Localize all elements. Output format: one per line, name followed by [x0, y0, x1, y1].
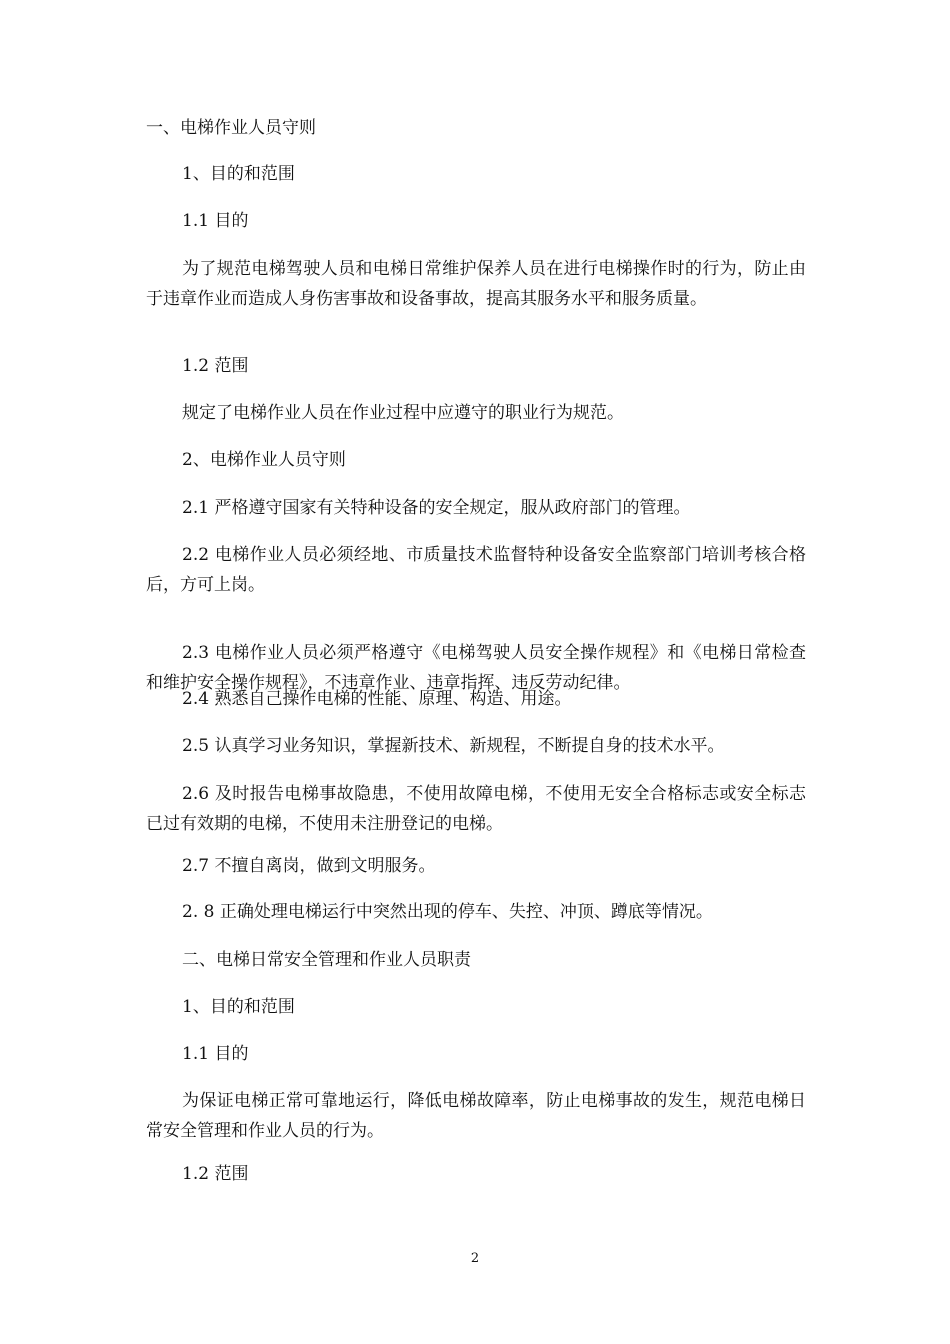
section-heading-1: 一、电梯作业人员守则 [146, 118, 316, 138]
subheading-purpose-2: 1.1 目的 [182, 1044, 249, 1064]
rule-2-7: 2.7 不擅自离岗，做到文明服务。 [182, 856, 436, 876]
rule-2-8: 2. 8 正确处理电梯运行中突然出现的停车、失控、冲顶、蹲底等情况。 [182, 902, 713, 922]
paragraph-purpose-text-2: 为保证电梯正常可靠地运行，降低电梯故障率，防止电梯事故的发生，规范电梯日常安全管理和作业人员的行为。 [146, 1091, 806, 1141]
subheading-purpose: 1.1 目的 [182, 211, 249, 231]
subheading-rules: 2、电梯作业人员守则 [182, 450, 346, 470]
subheading-scope: 1.2 范围 [182, 356, 249, 376]
rule-2-3: 2.3 电梯作业人员必须严格遵守《电梯驾驶人员安全操作规程》和《电梯日常检查和维护安全操作规程》，不违章作业、违章指挥、违反劳动纪律。 [146, 643, 806, 693]
paragraph-purpose-text: 为了规范电梯驾驶人员和电梯日常维护保养人员在进行电梯操作时的行为，防止由于违章作业而造成人身伤害事故和设备事故，提高其服务水平和服务质量。 [146, 259, 806, 309]
subheading-purpose-scope: 1、目的和范围 [182, 164, 295, 184]
paragraph-scope-text: 规定了电梯作业人员在作业过程中应遵守的职业行为规范。 [182, 403, 624, 423]
page-number: 2 [470, 1251, 480, 1266]
subheading-scope-2: 1.2 范围 [182, 1164, 249, 1184]
rule-2-5: 2.5 认真学习业务知识，掌握新技术、新规程，不断提自身的技术水平。 [182, 736, 725, 756]
rule-2-1: 2.1 严格遵守国家有关特种设备的安全规定，服从政府部门的管理。 [182, 498, 691, 518]
subheading-purpose-scope-2: 1、目的和范围 [182, 997, 295, 1017]
rule-2-4: 2.4 熟悉自己操作电梯的性能、原理、构造、用途。 [182, 689, 572, 709]
rule-2-6: 2.6 及时报告电梯事故隐患，不使用故障电梯，不使用无安全合格标志或安全标志已过有效期的电梯，不使用未注册登记的电梯。 [146, 784, 806, 834]
rule-2-2: 2.2 电梯作业人员必须经地、市质量技术监督特种设备安全监察部门培训考核合格后，方可上岗。 [146, 545, 806, 595]
section-heading-2: 二、电梯日常安全管理和作业人员职责 [182, 950, 471, 970]
